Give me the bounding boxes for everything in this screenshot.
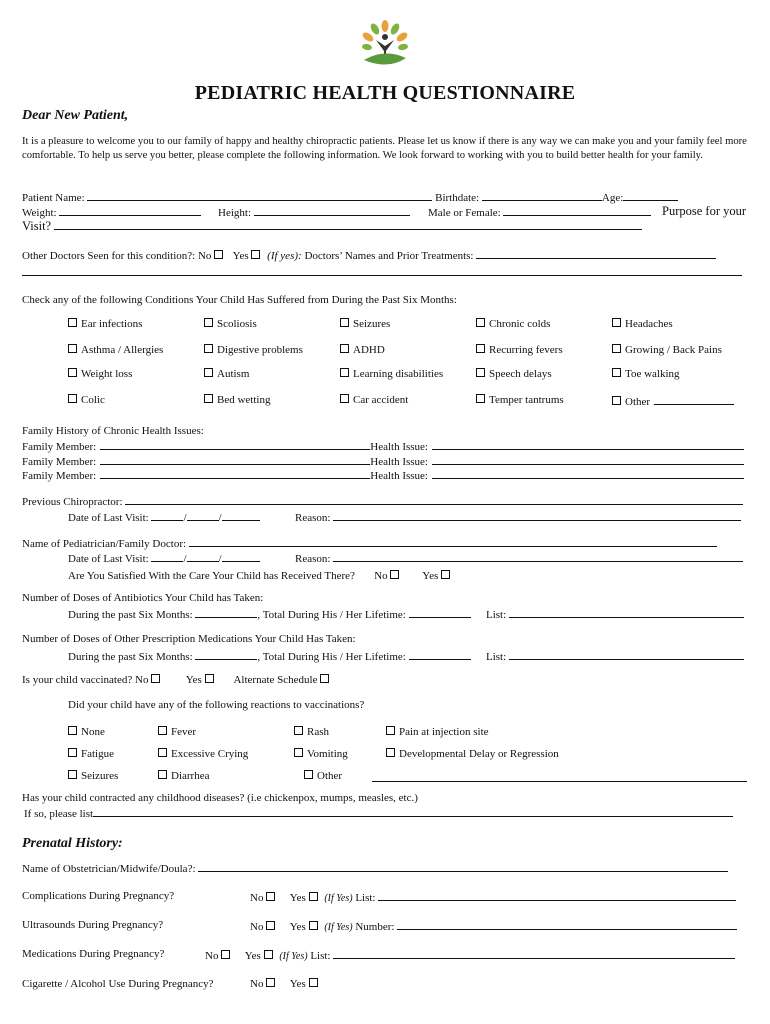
satisfied-yes-checkbox[interactable] <box>441 570 450 579</box>
condition-item[interactable] <box>68 344 163 356</box>
reaction-item[interactable] <box>294 748 348 760</box>
condition-item[interactable] <box>476 318 550 330</box>
reactions-label: Did your child have any of the following reactions to vaccinations? <box>68 699 365 711</box>
reaction-item[interactable] <box>68 726 105 738</box>
reaction-other-field[interactable] <box>372 771 747 782</box>
obstetrician-row <box>22 861 728 875</box>
medications-if-yes: (If Yes) <box>279 951 308 962</box>
reaction-label: Developmental Delay or Regression <box>399 748 559 760</box>
vaccinated-row <box>22 674 333 686</box>
reaction-checkbox[interactable] <box>68 748 77 757</box>
complications-list-label: List: <box>355 892 376 904</box>
pediatrician-row <box>22 536 717 550</box>
health-issue-label: Health Issue: <box>370 470 428 482</box>
health-issue-label: Health Issue: <box>370 441 428 453</box>
reaction-item[interactable] <box>294 726 329 738</box>
condition-label: Car accident <box>353 394 409 406</box>
condition-item[interactable] <box>340 318 390 330</box>
condition-item[interactable] <box>476 368 552 380</box>
reaction-item[interactable] <box>386 726 489 738</box>
other-doctors-row <box>22 248 716 262</box>
condition-item[interactable] <box>612 394 734 408</box>
patient-name-field[interactable] <box>87 190 432 201</box>
reaction-checkbox[interactable] <box>386 748 395 757</box>
condition-checkbox[interactable] <box>612 396 621 405</box>
cigarette-row <box>250 978 322 990</box>
satisfied-yes-label: Yes <box>422 570 439 582</box>
vaccinated-yes-label: Yes <box>185 674 202 686</box>
reaction-label: Rash <box>307 726 329 738</box>
condition-checkbox[interactable] <box>204 318 213 327</box>
prescriptions-row <box>68 649 471 663</box>
condition-label: Growing / Back Pains <box>625 344 722 356</box>
antibiotics-six-months-label: During the past Six Months: <box>68 609 193 621</box>
condition-checkbox[interactable] <box>476 368 485 377</box>
satisfied-label: Are You Satisfied With the Care Your Child has Received There? <box>68 570 355 582</box>
chiro-date-day[interactable] <box>187 510 219 521</box>
condition-label: Bed wetting <box>217 394 271 406</box>
weight-row <box>22 205 201 219</box>
childhood-diseases-row <box>24 806 733 820</box>
condition-label: Learning disabilities <box>353 368 444 380</box>
ultrasounds-if-yes: (If Yes) <box>324 922 353 933</box>
condition-label: Chronic colds <box>489 318 551 330</box>
complications-yes-checkbox[interactable] <box>309 892 318 901</box>
condition-checkbox[interactable] <box>612 318 621 327</box>
family-member-field[interactable] <box>100 439 370 450</box>
condition-label: Scoliosis <box>217 318 257 330</box>
medications-list-label: List: <box>310 950 331 962</box>
reaction-checkbox[interactable] <box>158 748 167 757</box>
reaction-label: Fatigue <box>81 748 114 760</box>
visit-field[interactable] <box>54 219 642 230</box>
condition-label: Temper tantrums <box>489 394 564 406</box>
chiro-date-label: Date of Last Visit: <box>68 512 149 524</box>
condition-label: Colic <box>81 394 105 406</box>
condition-label: Recurring fevers <box>489 344 563 356</box>
health-issue-field[interactable] <box>432 468 744 479</box>
condition-item[interactable] <box>68 394 105 406</box>
medications-no-label: No <box>205 950 219 962</box>
reaction-checkbox[interactable] <box>304 770 313 779</box>
medications-row <box>205 948 735 962</box>
satisfied-row <box>68 570 454 582</box>
reaction-checkbox[interactable] <box>158 726 167 735</box>
condition-label: Digestive problems <box>217 344 303 356</box>
cigarette-no-label: No <box>250 978 264 990</box>
height-label: Height: <box>218 207 251 219</box>
reaction-item[interactable] <box>68 770 118 782</box>
condition-item[interactable] <box>68 368 132 380</box>
antibiotics-row <box>68 607 471 621</box>
complications-label: Complications During Pregnancy? <box>22 890 175 902</box>
condition-item[interactable] <box>612 368 680 380</box>
medications-no-checkbox[interactable] <box>221 950 230 959</box>
obstetrician-field[interactable] <box>198 861 728 872</box>
greeting: Dear New Patient, <box>22 108 129 123</box>
page-title: PEDIATRIC HEALTH QUESTIONNAIRE <box>194 82 576 104</box>
prescriptions-lifetime-label: , Total During His / Her Lifetime: <box>257 651 406 663</box>
condition-checkbox[interactable] <box>340 344 349 353</box>
satisfied-no-checkbox[interactable] <box>390 570 399 579</box>
pediatrician-label: Name of Pediatrician/Family Doctor: <box>22 538 187 550</box>
vaccinated-label: Is your child vaccinated? No <box>22 674 149 686</box>
condition-label: Other <box>625 396 651 408</box>
prescriptions-six-months-label: During the past Six Months: <box>68 651 193 663</box>
reaction-checkbox[interactable] <box>294 748 303 757</box>
condition-label: Weight loss <box>81 368 133 380</box>
condition-label: Headaches <box>625 318 673 330</box>
prenatal-heading: Prenatal History: <box>22 836 123 851</box>
birthdate-field[interactable] <box>482 190 602 201</box>
condition-checkbox[interactable] <box>68 318 77 327</box>
age-field[interactable] <box>623 190 678 201</box>
family-member-field[interactable] <box>100 454 370 465</box>
health-issue-field[interactable] <box>432 454 744 465</box>
condition-item[interactable] <box>340 368 443 380</box>
ultrasounds-number-label: Number: <box>355 921 395 933</box>
height-field[interactable] <box>254 205 410 216</box>
condition-checkbox[interactable] <box>476 318 485 327</box>
gender-row <box>428 205 651 219</box>
reaction-label: None <box>81 726 105 738</box>
condition-label: Toe walking <box>625 368 680 380</box>
complications-if-yes: (If Yes) <box>324 893 353 904</box>
complications-no-checkbox[interactable] <box>266 892 275 901</box>
condition-label: Speech delays <box>489 368 552 380</box>
pediatrician-field[interactable] <box>189 536 717 547</box>
condition-other-field[interactable] <box>654 394 734 405</box>
prescriptions-list-row <box>486 649 744 663</box>
health-issue-label: Health Issue: <box>370 456 428 468</box>
reaction-label: Seizures <box>81 770 119 782</box>
condition-checkbox[interactable] <box>612 344 621 353</box>
condition-checkbox[interactable] <box>612 368 621 377</box>
antibiotics-list-row <box>486 607 744 621</box>
complications-list-field[interactable] <box>378 890 736 901</box>
medications-label: Medications During Pregnancy? <box>22 948 165 960</box>
condition-checkbox[interactable] <box>68 344 77 353</box>
chiro-date-month[interactable] <box>151 510 183 521</box>
childhood-diseases-label: Has your child contracted any childhood diseases? (i.e chickenpox, mumps, measles, etc.) <box>22 792 418 804</box>
family-history-row <box>22 468 744 482</box>
prescriptions-six-months-field[interactable] <box>195 649 257 660</box>
intro-paragraph: It is a pleasure to welcome you to our family of happy and healthy chiropractic patients. Please let us know if there is any way we can make you and your family feel more comfortable. To help us serve you better, please complete the following information. We look forward to working with you to build better health for your family. <box>22 136 747 161</box>
condition-label: Seizures <box>353 318 391 330</box>
chiro-reason-field[interactable] <box>333 510 741 521</box>
cigarette-yes-checkbox[interactable] <box>309 978 318 987</box>
reaction-checkbox[interactable] <box>68 726 77 735</box>
reaction-item[interactable] <box>304 770 342 782</box>
ped-reason-row <box>295 551 743 565</box>
weight-label: Weight: <box>22 207 57 219</box>
health-issue-field[interactable] <box>432 439 744 450</box>
complications-row <box>250 890 736 904</box>
condition-item[interactable] <box>476 344 563 356</box>
cigarette-label: Cigarette / Alcohol Use During Pregnancy? <box>22 978 214 990</box>
ultrasounds-yes-label: Yes <box>289 921 306 933</box>
chiro-date-row: Date of Last Visit: / / <box>68 510 260 524</box>
cigarette-yes-label: Yes <box>289 978 306 990</box>
if-yes-label: (If yes): <box>267 250 302 262</box>
other-doctors-no-checkbox[interactable] <box>214 250 223 259</box>
reaction-item[interactable] <box>68 748 114 760</box>
ped-reason-label: Reason: <box>295 553 331 565</box>
prescriptions-list-label: List: <box>486 651 507 663</box>
reaction-label: Diarrhea <box>171 770 210 782</box>
medications-yes-label: Yes <box>244 950 261 962</box>
weight-field[interactable] <box>59 205 201 216</box>
ultrasounds-yes-checkbox[interactable] <box>309 921 318 930</box>
complications-no-label: No <box>250 892 264 904</box>
family-member-label: Family Member: <box>22 470 97 482</box>
condition-item[interactable] <box>476 394 564 406</box>
height-row <box>218 205 410 219</box>
obstetrician-label: Name of Obstetrician/Midwife/Doula?: <box>22 863 196 875</box>
alternate-schedule-checkbox[interactable] <box>320 674 329 683</box>
condition-item[interactable] <box>204 318 257 330</box>
chiropractor-row <box>22 494 743 508</box>
ultrasounds-label: Ultrasounds During Pregnancy? <box>22 919 164 931</box>
satisfied-no-label: No <box>374 570 388 582</box>
doctors-names-field[interactable] <box>476 248 716 259</box>
childhood-diseases-list-label: If so, please list <box>24 808 94 820</box>
ped-date-day[interactable] <box>187 551 219 562</box>
vaccinated-no-checkbox[interactable] <box>151 674 160 683</box>
reaction-checkbox[interactable] <box>386 726 395 735</box>
tree-logo-icon <box>358 18 412 68</box>
reaction-item[interactable] <box>158 748 248 760</box>
chiropractor-field[interactable] <box>125 494 743 505</box>
condition-item[interactable] <box>204 394 270 406</box>
condition-checkbox[interactable] <box>204 394 213 403</box>
reaction-label: Other <box>317 770 343 782</box>
childhood-diseases-field[interactable] <box>93 806 733 817</box>
family-history-row <box>22 454 744 468</box>
reaction-label: Excessive Crying <box>171 748 249 760</box>
ped-reason-field[interactable] <box>333 551 743 562</box>
ultrasounds-no-checkbox[interactable] <box>266 921 275 930</box>
doctors-names-field-2[interactable] <box>22 265 742 276</box>
other-doctors-label: Other Doctors Seen for this condition?: No <box>22 250 212 262</box>
chiropractor-label: Previous Chiropractor: <box>22 496 123 508</box>
condition-checkbox[interactable] <box>476 394 485 403</box>
family-member-field[interactable] <box>100 468 370 479</box>
antibiotics-label: Number of Doses of Antibiotics Your Child has Taken: <box>22 592 264 604</box>
condition-item[interactable] <box>204 344 303 356</box>
condition-checkbox[interactable] <box>68 368 77 377</box>
medications-yes-checkbox[interactable] <box>264 950 273 959</box>
ped-date-month[interactable] <box>151 551 183 562</box>
condition-label: Autism <box>217 368 250 380</box>
alternate-schedule-label: Alternate Schedule <box>233 674 318 686</box>
condition-checkbox[interactable] <box>340 318 349 327</box>
condition-item[interactable] <box>612 318 673 330</box>
prescriptions-lifetime-field[interactable] <box>409 649 471 660</box>
condition-label: Asthma / Allergies <box>81 344 164 356</box>
condition-checkbox[interactable] <box>204 344 213 353</box>
visit-label: Visit? <box>22 219 52 233</box>
reaction-item[interactable] <box>386 748 559 760</box>
condition-item[interactable] <box>612 344 722 356</box>
other-doctors-yes-checkbox[interactable] <box>251 250 260 259</box>
reaction-item[interactable] <box>158 770 209 782</box>
purpose-label: Purpose for your <box>662 204 747 218</box>
condition-label: ADHD <box>353 344 385 356</box>
vaccinated-yes-checkbox[interactable] <box>205 674 214 683</box>
family-history-row <box>22 439 744 453</box>
ultrasounds-row <box>250 919 737 933</box>
ped-date-label: Date of Last Visit: <box>68 553 149 565</box>
visit-row <box>22 219 642 234</box>
condition-checkbox[interactable] <box>340 394 349 403</box>
reaction-label: Fever <box>171 726 197 738</box>
reaction-checkbox[interactable] <box>294 726 303 735</box>
antibiotics-list-field[interactable] <box>509 607 744 618</box>
ultrasounds-number-field[interactable] <box>397 919 737 930</box>
antibiotics-lifetime-field[interactable] <box>409 607 471 618</box>
birthdate-label: Birthdate: <box>435 192 480 204</box>
reaction-label: Vomiting <box>307 748 348 760</box>
condition-checkbox[interactable] <box>68 394 77 403</box>
family-member-label: Family Member: <box>22 441 97 453</box>
condition-checkbox[interactable] <box>340 368 349 377</box>
family-member-label: Family Member: <box>22 456 97 468</box>
reaction-checkbox[interactable] <box>158 770 167 779</box>
prescriptions-list-field[interactable] <box>509 649 744 660</box>
reaction-item[interactable] <box>158 726 196 738</box>
medications-list-field[interactable] <box>333 948 735 959</box>
chiro-date-year[interactable] <box>222 510 260 521</box>
gender-field[interactable] <box>503 205 651 216</box>
condition-checkbox[interactable] <box>476 344 485 353</box>
gender-label: Male or Female: <box>428 207 501 219</box>
cigarette-no-checkbox[interactable] <box>266 978 275 987</box>
antibiotics-six-months-field[interactable] <box>195 607 257 618</box>
age-label: Age: <box>601 192 624 204</box>
doctors-names-label: Doctors’ Names and Prior Treatments: <box>304 250 474 262</box>
conditions-label: Check any of the following Conditions Your Child Has Suffered from During the Past Six Months: <box>22 294 457 306</box>
antibiotics-lifetime-label: , Total During His / Her Lifetime: <box>257 609 406 621</box>
condition-item[interactable] <box>340 344 385 356</box>
reaction-checkbox[interactable] <box>68 770 77 779</box>
prescriptions-label: Number of Doses of Other Prescription Medications Your Child Has Taken: <box>22 633 356 645</box>
condition-item[interactable] <box>68 318 142 330</box>
condition-item[interactable] <box>340 394 408 406</box>
patient-name-label: Patient Name: <box>22 192 85 204</box>
ped-date-row: Date of Last Visit: / / <box>68 551 260 565</box>
ped-date-year[interactable] <box>222 551 260 562</box>
other-doctors-yes-label: Yes <box>232 250 249 262</box>
condition-item[interactable] <box>204 368 249 380</box>
patient-name-row <box>22 190 678 204</box>
complications-yes-label: Yes <box>289 892 306 904</box>
logo <box>358 18 412 68</box>
condition-label: Ear infections <box>81 318 143 330</box>
chiro-reason-row <box>295 510 741 524</box>
condition-checkbox[interactable] <box>204 368 213 377</box>
ultrasounds-no-label: No <box>250 921 264 933</box>
antibiotics-list-label: List: <box>486 609 507 621</box>
chiro-reason-label: Reason: <box>295 512 331 524</box>
family-history-label: Family History of Chronic Health Issues: <box>22 425 204 437</box>
reaction-label: Pain at injection site <box>399 726 489 738</box>
